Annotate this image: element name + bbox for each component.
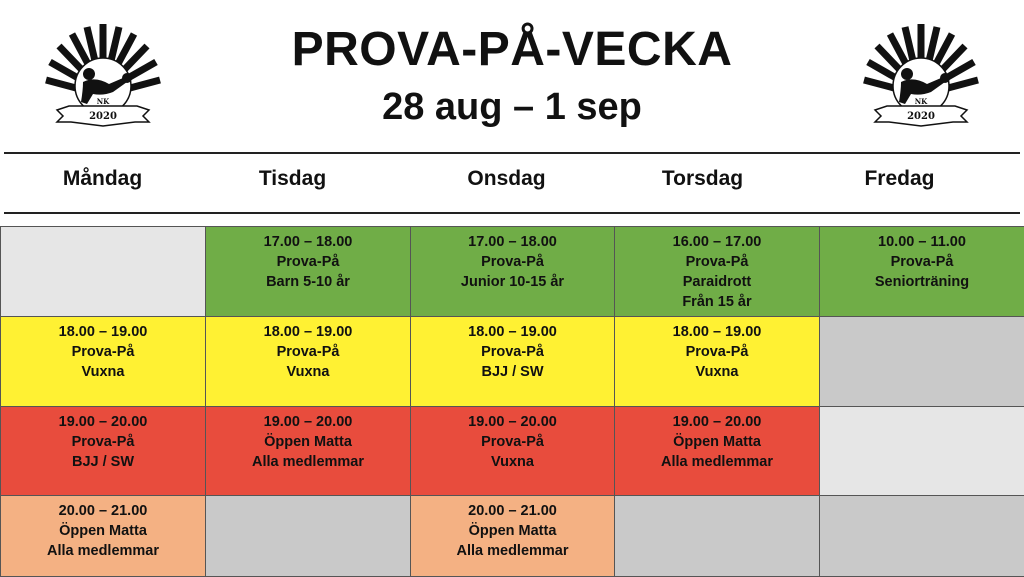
session-text: Öppen Matta <box>59 523 147 539</box>
logo-year: 2020 <box>907 111 935 122</box>
session-text: Prova-På <box>481 254 544 270</box>
day-header-row <box>0 167 1024 197</box>
schedule-grid <box>0 226 1024 576</box>
day-tuesday: Tisdag <box>258 167 327 190</box>
session-text: Junior 10-15 år <box>460 274 565 290</box>
session-text: Barn 5-10 år <box>266 274 350 290</box>
session-time: 18.00 – 19.00 <box>468 324 557 340</box>
schedule-cell-tuesday-row1 <box>205 226 411 317</box>
session-text: Vuxna <box>286 364 330 380</box>
session-text: Prova-På <box>276 344 340 360</box>
schedule-cell-thursday-row3 <box>614 406 820 496</box>
schedule-cell-monday-row1 <box>0 226 206 317</box>
session-time: 18.00 – 19.00 <box>58 324 148 340</box>
session-text: Prova-På <box>685 344 749 360</box>
day-monday: Måndag <box>62 167 143 190</box>
session-text: Vuxna <box>695 364 739 380</box>
schedule-cell-tuesday-row3 <box>205 406 411 496</box>
schedule-cell-tuesday-row2 <box>205 316 411 407</box>
session-text: Vuxna <box>491 454 534 470</box>
session-text: BJJ / SW <box>71 454 135 470</box>
day-wednesday: Onsdag <box>467 167 546 190</box>
session-text: Alla medlemmar <box>660 454 774 470</box>
session-text: Vuxna <box>81 364 125 380</box>
schedule-cell-wednesday-row1 <box>410 226 615 317</box>
session-time: 16.00 – 17.00 <box>672 234 762 250</box>
session-text: Prova-På <box>71 344 135 360</box>
session-time: 10.00 – 11.00 <box>878 234 966 250</box>
schedule-cell-friday-row4 <box>819 495 1024 577</box>
session-text: Prova-På <box>71 434 135 450</box>
schedule-cell-monday-row2 <box>0 316 206 407</box>
schedule-cell-thursday-row2 <box>614 316 820 407</box>
day-thursday: Torsdag <box>661 167 744 190</box>
schedule-cell-monday-row3 <box>0 406 206 496</box>
session-text: Prova-På <box>685 254 749 270</box>
session-text: Prova-På <box>890 254 954 270</box>
schedule-cell-thursday-row1 <box>614 226 820 317</box>
logo-initials: NK <box>914 97 928 106</box>
header-rule-top <box>4 152 1020 154</box>
session-time: 19.00 – 20.00 <box>468 414 557 430</box>
logo-year: 2020 <box>89 111 117 122</box>
session-text: BJJ / SW <box>481 364 544 380</box>
session-text: Prova-På <box>481 344 544 360</box>
page-title: PROVA-PÅ-VECKA <box>291 23 733 76</box>
header-rule-bottom <box>4 212 1020 214</box>
schedule-cell-tuesday-row4 <box>205 495 411 577</box>
session-time: 19.00 – 20.00 <box>58 414 148 430</box>
session-time: 19.00 – 20.00 <box>263 414 353 430</box>
schedule-cell-wednesday-row4 <box>410 495 615 577</box>
schedule-cell-friday-row3 <box>819 406 1024 496</box>
session-time: 18.00 – 19.00 <box>263 324 353 340</box>
logo-initials: NK <box>96 97 110 106</box>
session-text: Från 15 år <box>682 294 752 310</box>
session-time: 18.00 – 19.00 <box>672 324 762 340</box>
session-text: Prova-På <box>481 434 544 450</box>
schedule-cell-wednesday-row3 <box>410 406 615 496</box>
session-text: Seniorträning <box>874 274 970 290</box>
session-text: Paraidrott <box>682 274 752 290</box>
session-text: Öppen Matta <box>264 434 352 450</box>
session-text: Prova-På <box>276 254 340 270</box>
session-text: Öppen Matta <box>673 434 761 450</box>
session-text: Alla medlemmar <box>456 543 569 559</box>
schedule-cell-thursday-row4 <box>614 495 820 577</box>
schedule-cell-friday-row2 <box>819 316 1024 407</box>
session-time: 19.00 – 20.00 <box>672 414 762 430</box>
session-text: Öppen Matta <box>468 523 557 539</box>
schedule-cell-friday-row1 <box>819 226 1024 317</box>
schedule-cell-wednesday-row2 <box>410 316 615 407</box>
session-time: 20.00 – 21.00 <box>468 503 557 519</box>
session-time: 17.00 – 18.00 <box>468 234 557 250</box>
date-range: 28 aug – 1 sep <box>382 86 642 128</box>
session-time: 17.00 – 18.00 <box>263 234 353 250</box>
session-time: 20.00 – 21.00 <box>58 503 148 519</box>
session-text: Alla medlemmar <box>251 454 365 470</box>
session-text: Alla medlemmar <box>46 543 160 559</box>
schedule-cell-monday-row4 <box>0 495 206 577</box>
day-friday: Fredag <box>864 167 935 190</box>
